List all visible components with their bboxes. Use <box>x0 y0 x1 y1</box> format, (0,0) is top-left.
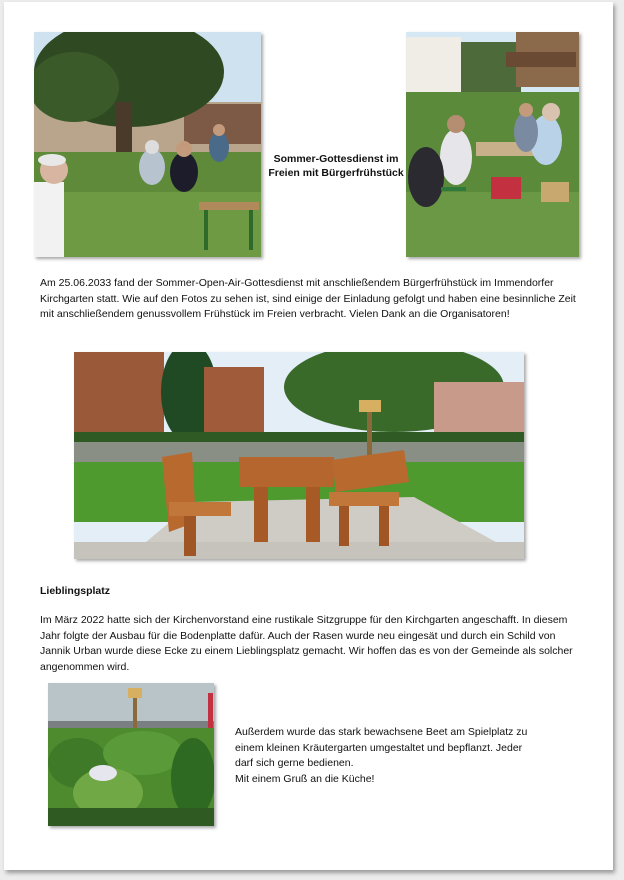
garden-line-1: Außerdem wurde das stark bewachsene Beet am Spielplatz zu <box>235 726 528 738</box>
garden-line-2: einem kleinen Kräutergarten umgestaltet und bepflanzt. Jeder <box>235 741 523 754</box>
photo-seating-group <box>74 352 524 559</box>
photo-herb-garden <box>48 683 214 826</box>
photo-caption: Sommer-Gottesdienst im Freien mit Bürgerfrühstück <box>268 153 404 179</box>
garden-line-4: Mit einem Gruß an die Küche! <box>235 772 375 785</box>
photo-breakfast <box>406 32 579 257</box>
garden-line-3: darf sich gerne bedienen. <box>235 757 354 769</box>
lieblingsplatz-paragraph: Im März 2022 hatte sich der Kirchenvorstand eine rustikale Sitzgruppe für den Kirchgarten angeschafft. In diesem Jahr folgte der Ausbau für die Bodenplatte dafür. Auch der Rasen wurde neu eingesät und durch ein Schild von Jannik Urban wurde diese Ecke zu einem Lieblingsplatz gemacht. Wir hoffen das es von der Gemeinde als solcher angenommen wird. <box>40 614 573 673</box>
intro-paragraph: Am 25.06.2033 fand der Sommer-Open-Air-Gottesdienst mit anschließendem Bürgerfrühstück im Immendorfer Kirchgarten statt. Wie auf den Fotos zu sehen ist, sind einige der Einladung gefolgt und haben eine besinnliche Zeit mit anschließendem genussvollem Frühstück im Freien verbracht. Vielen Dank an die Organisatoren! <box>40 277 576 320</box>
photo-outdoor-service <box>34 32 261 257</box>
newsletter-page <box>4 2 613 870</box>
lieblingsplatz-heading: Lieblingsplatz <box>40 585 111 597</box>
garden-text <box>235 725 575 787</box>
